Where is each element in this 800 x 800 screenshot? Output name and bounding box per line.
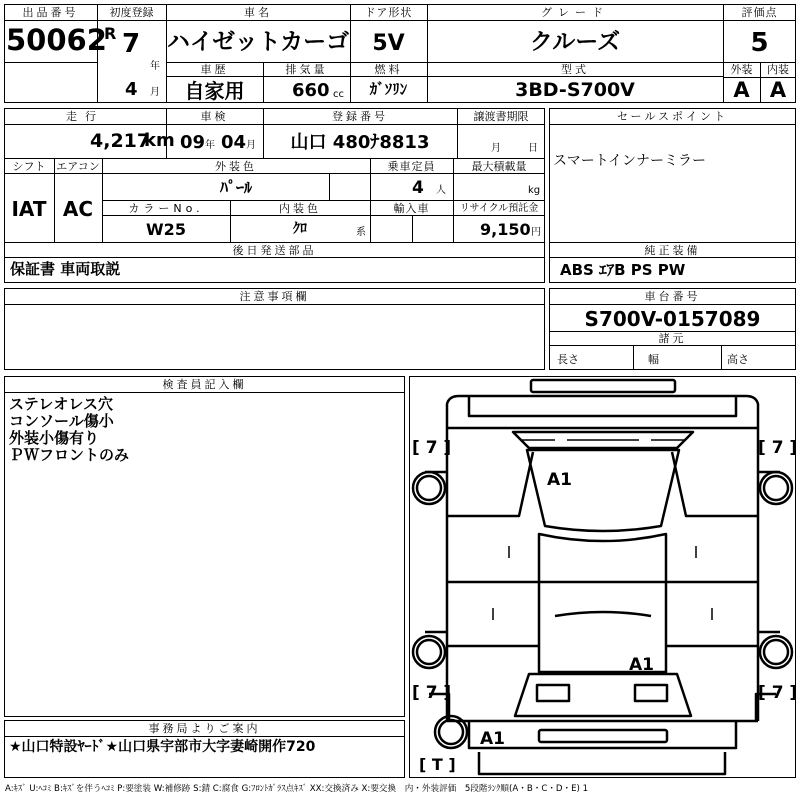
office-notice-label: 事務局よりご案内 (148, 722, 261, 735)
import-car-label: 輸入車 (393, 202, 430, 215)
inspector-note: コンソール傷小 (9, 412, 114, 430)
inspection-month-unit: 月 (246, 140, 256, 151)
damage-mark-roof: A1 (547, 470, 572, 490)
spare-tire-mark: [ T ] (419, 755, 456, 774)
capacity-unit: 人 (436, 185, 446, 196)
color-number: W25 (146, 220, 186, 239)
tire-tread-rear-left: [ 7 ] (412, 683, 452, 703)
car-diagram (409, 376, 796, 778)
inspector-note: ステレオレス穴 (9, 395, 113, 413)
capacity: 4 (412, 178, 424, 198)
inspector-note: 外装小傷有り (9, 429, 100, 447)
capacity-label: 乗車定員 (387, 160, 436, 173)
sales-point-label: セールスポイント (616, 110, 728, 123)
interior-color-unit: 系 (356, 227, 366, 238)
shift: IAT (11, 197, 47, 221)
car-name: ハイゼットカーゴ (166, 29, 350, 55)
inspection-label: 車検 (200, 110, 229, 123)
inspector-notes-label: 検査員記入欄 (162, 378, 247, 391)
registration-month: 4 (125, 79, 138, 100)
inspection-year: 09 (180, 132, 206, 153)
exterior-grade: A (733, 78, 750, 102)
recycle-deposit-label: リサイクル預託金 (459, 203, 539, 214)
equipment: ABS ｴｱB PS PW (560, 261, 686, 279)
mileage: 4,217 (90, 130, 151, 152)
interior-grade: A (769, 78, 787, 102)
inspection-year-unit: 年 (205, 140, 215, 151)
lot-number: 50062 (6, 23, 107, 57)
caution-label: 注意事項欄 (239, 290, 310, 303)
damage-legend: A:ｷｽﾞ U:ﾍｺﾐ B:ｷｽﾞを伴うﾍｺﾐ P:要塗装 W:補修跡 S:錆 C:腐食 G:ﾌﾛﾝﾄｶﾞﾗｽ点ｷｽﾞ XX:交換済み X:要交換 内・外装評価 5段階ﾗﾝｸ順(A・B・C・D・E) 1 (5, 784, 589, 794)
mileage-label: 走行 (66, 110, 104, 123)
chassis-number: S700V-0157089 (584, 307, 761, 331)
equipment-label: 純正装備 (644, 244, 701, 257)
color-number-label: カラーNo. (128, 202, 204, 215)
width-label: 幅 (648, 353, 659, 366)
interior-grade-label: 内装 (767, 63, 789, 76)
recycle-deposit-unit: 円 (531, 227, 541, 238)
tire-tread-rear-right: [ 7 ] (758, 683, 798, 703)
door-type: 5V (372, 31, 405, 56)
registration-year: 7 (122, 29, 141, 59)
registration-number: 山口 480ﾅ8813 (290, 132, 430, 153)
specifications-label: 諸元 (658, 332, 687, 345)
displacement-unit: cc (333, 89, 344, 100)
exterior-grade-label: 外装 (730, 63, 753, 76)
month-unit: 月 (150, 87, 160, 98)
door-label: ドア形状 (364, 6, 413, 19)
model-label: 型式 (561, 63, 589, 76)
displacement-label: 排気量 (285, 63, 328, 76)
air-conditioner-label: エアコン (56, 160, 100, 173)
sales-point: スマートインナーミラー (553, 153, 707, 169)
office-notice: ★山口特設ﾔｰﾄﾞ★山口県宇部市大字妻崎開作720 (9, 739, 316, 755)
recycle-deposit: 9,150 (480, 220, 531, 239)
tire-tread-front-left: [ 7 ] (412, 438, 452, 458)
displacement: 660 (292, 80, 330, 101)
damage-mark-bottom: A1 (480, 729, 505, 749)
interior-color-label: 内装色 (279, 202, 321, 215)
history: 自家用 (184, 79, 245, 103)
score-label: 評価点 (741, 6, 778, 19)
damage-mark-rear: A1 (629, 655, 654, 675)
chassis-number-label: 車台番号 (644, 290, 701, 303)
air-conditioner: AC (62, 197, 94, 221)
delivery-parts-label: 後日発送部品 (232, 244, 317, 257)
grade: クルーズ (529, 29, 621, 55)
inspection-month: 04 (221, 132, 247, 153)
fuel: ｶﾞｿﾘﾝ (369, 80, 408, 98)
transfer-day-unit: 日 (528, 143, 538, 154)
exterior-color-label: 外装色 (215, 160, 257, 173)
transfer-month-unit: 月 (491, 143, 501, 154)
exterior-color: ﾊﾟｰﾙ (219, 178, 252, 197)
tire-tread-front-right: [ 7 ] (758, 438, 798, 458)
mileage-unit: km (144, 130, 175, 151)
year-unit: 年 (150, 61, 160, 72)
first-registration-label: 初度登録 (109, 6, 154, 19)
transfer-deadline-label: 譲渡書期限 (473, 110, 529, 123)
length-label: 長さ (557, 353, 579, 366)
max-load-label: 最大積載量 (471, 160, 527, 173)
height-label: 高さ (727, 353, 749, 366)
era-value: R (104, 24, 117, 43)
history-label: 車歴 (200, 63, 229, 76)
inspector-note: ＰＷフロントのみ (9, 446, 130, 464)
car-name-label: 車名 (244, 6, 272, 19)
registration-number-label: 登録番号 (332, 110, 388, 123)
model-code: 3BD-S700V (515, 79, 635, 101)
shift-label: シフト (12, 160, 46, 173)
score: 5 (750, 28, 769, 58)
max-load-unit: kg (528, 185, 541, 196)
delivery-parts: 保証書 車両取説 (10, 260, 121, 278)
fuel-label: 燃料 (374, 63, 403, 76)
grade-label: グレード (541, 6, 609, 19)
interior-color: ｸﾛ (293, 221, 307, 237)
lot-number-label: 出品番号 (22, 6, 79, 19)
